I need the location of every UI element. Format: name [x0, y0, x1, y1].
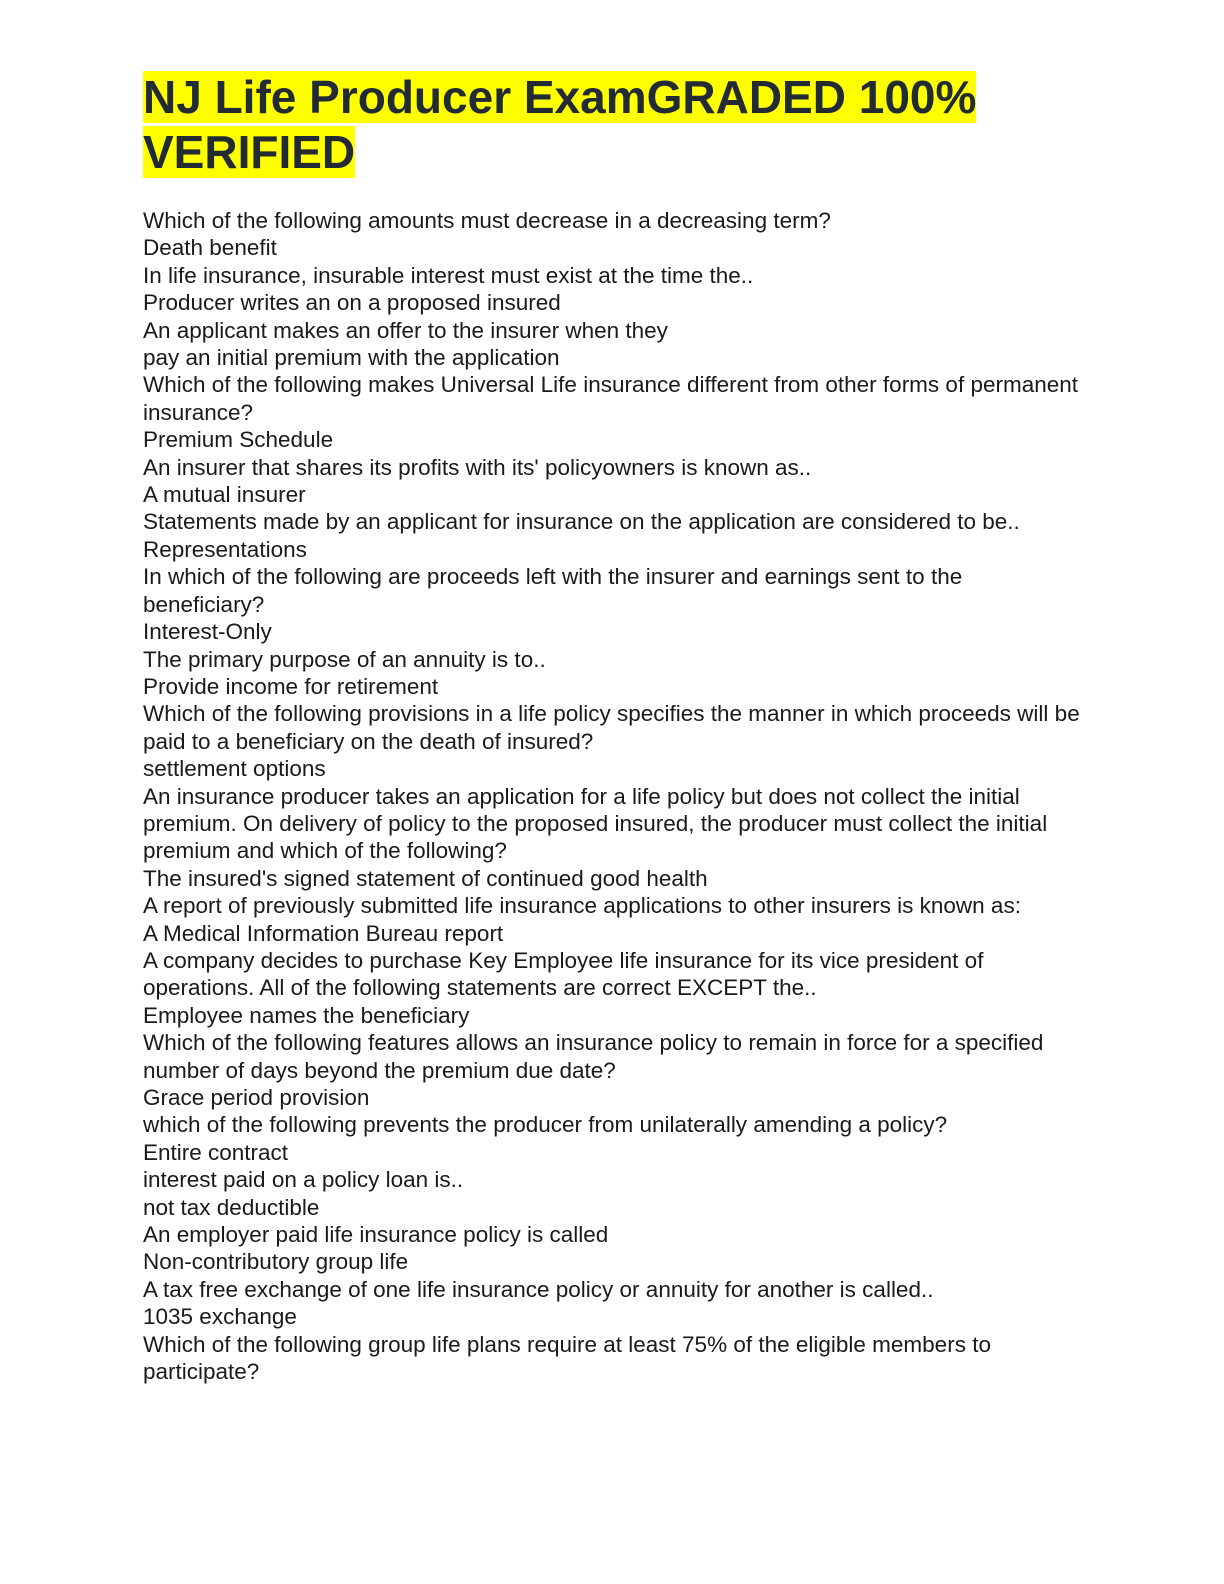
- question-text: In which of the following are proceeds left with the insurer and earnings sent to the beneficiary?: [143, 564, 963, 617]
- question-text: Which of the following amounts must decrease in a decreasing term?: [143, 208, 831, 233]
- answer-text: pay an initial premium with the application: [143, 345, 560, 371]
- qa-item: [143, 783, 1083, 893]
- qa-item: [143, 262, 1083, 317]
- question-text: An insurance producer takes an application for a life policy but does not collect the initial premium. On delivery of policy to the proposed insured, the producer must collect the initial premium and which of the following?: [143, 783, 1048, 864]
- answer-text: Premium Schedule: [143, 427, 334, 453]
- answer-text: A mutual insurer: [143, 482, 306, 508]
- question-text: An insurer that shares its profits with its' policyowners is known as..: [143, 454, 812, 480]
- question-text: interest paid on a policy loan is..: [143, 1167, 464, 1193]
- qa-list: [143, 207, 1083, 1385]
- qa-item: [143, 947, 1083, 1029]
- answer-text: Provide income for retirement: [143, 673, 439, 699]
- answer-text: Non-contributory group life: [143, 1249, 409, 1275]
- qa-item: [143, 317, 1083, 372]
- qa-item: [143, 1276, 1083, 1331]
- question-text: Which of the following features allows an insurance policy to remain in force for a specified number of days beyond the premium due date?: [143, 1030, 1044, 1083]
- question-text: The primary purpose of an annuity is to..: [143, 646, 546, 672]
- document-page: [143, 70, 1083, 1385]
- answer-text: Representations: [143, 536, 307, 562]
- qa-item: [143, 563, 1083, 645]
- question-text: An applicant makes an offer to the insurer when they: [143, 317, 668, 343]
- qa-item: [143, 508, 1083, 563]
- question-text: Which of the following provisions in a life policy specifies the manner in which proceeds will be paid to a beneficiary on the death of insured?: [143, 701, 1080, 754]
- qa-item: [143, 1029, 1083, 1111]
- question-text: which of the following prevents the producer from unilaterally amending a policy?: [143, 1112, 948, 1138]
- qa-item: [143, 1331, 1083, 1386]
- qa-item: [143, 646, 1083, 701]
- answer-text: 1035 exchange: [143, 1304, 297, 1330]
- answer-text: settlement options: [143, 756, 326, 782]
- question-text: In life insurance, insurable interest must exist at the time the..: [143, 262, 754, 288]
- qa-item: [143, 892, 1083, 947]
- title-highlight: NJ Life Producer ExamGRADED 100% VERIFIED: [143, 71, 977, 178]
- question-text: A company decides to purchase Key Employee life insurance for its vice president of operations. All of the following statements are correct EXCEPT the..: [143, 947, 984, 1001]
- answer-text: Producer writes an on a proposed insured: [143, 290, 561, 316]
- question-text: Which of the following group life plans require at least 75% of the eligible members to participate?: [143, 1331, 991, 1385]
- question-text: An employer paid life insurance policy is called: [143, 1222, 609, 1248]
- question-text: Statements made by an applicant for insurance on the application are considered to be..: [143, 509, 1020, 535]
- qa-item: [143, 207, 1083, 262]
- answer-text: Interest-Only: [143, 619, 272, 645]
- qa-item: [143, 1221, 1083, 1276]
- qa-item: [143, 454, 1083, 509]
- question-text: Which of the following makes Universal Life insurance different from other forms of permanent insurance?: [143, 372, 1079, 425]
- question-text: A tax free exchange of one life insurance policy or annuity for another is called..: [143, 1276, 934, 1302]
- qa-item: [143, 1111, 1083, 1166]
- answer-text: Entire contract: [143, 1139, 289, 1165]
- qa-item: [143, 371, 1083, 453]
- qa-item: [143, 1166, 1083, 1221]
- answer-text: The insured's signed statement of continued good health: [143, 865, 708, 891]
- answer-text: Death benefit: [143, 235, 277, 261]
- qa-item: [143, 700, 1083, 782]
- answer-text: not tax deductible: [143, 1194, 320, 1220]
- question-text: A report of previously submitted life insurance applications to other insurers is known as:: [143, 893, 1021, 919]
- answer-text: Grace period provision: [143, 1085, 370, 1110]
- answer-text: Employee names the beneficiary: [143, 1002, 470, 1028]
- document-title: [143, 70, 1083, 180]
- answer-text: A Medical Information Bureau report: [143, 920, 504, 946]
